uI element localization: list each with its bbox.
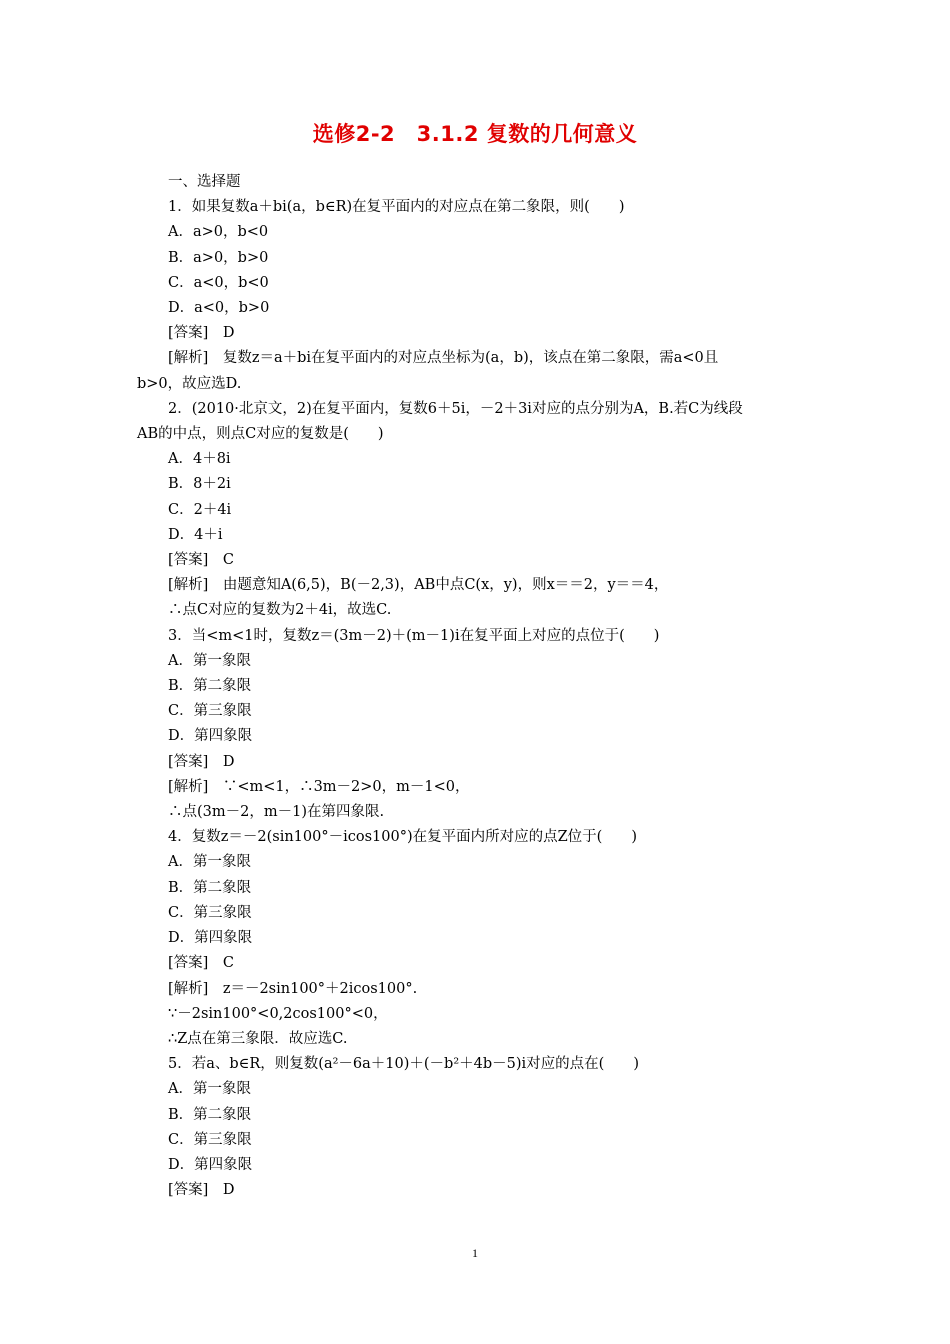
text-line: B．8＋2i <box>168 476 231 493</box>
text-line: b>0，故应选D. <box>137 375 242 392</box>
text-line: D．第四象限 <box>168 1156 253 1173</box>
text-line: A．第一象限 <box>168 854 251 871</box>
document-body <box>137 170 827 1203</box>
text-line: ∴点C对应的复数为2＋4i，故选C. <box>168 602 392 619</box>
text-line: 4．复数z＝－2(sin100°－icos100°)在复平面内所对应的点Z位于( ) <box>168 829 637 846</box>
text-line: ∴点(3m－2，m－1)在第四象限. <box>168 804 385 821</box>
text-line: [答案] D <box>168 1182 235 1199</box>
text-line: A．第一象限 <box>168 652 251 669</box>
text-line: C．第三象限 <box>168 1131 252 1148</box>
text-line: D．a<0，b>0 <box>168 300 270 317</box>
text-line: B．第二象限 <box>168 1106 252 1123</box>
text-line: AB的中点，则点C对应的复数是( ) <box>137 426 384 443</box>
text-line: [解析] 由题意知A(6,5)，B(－2,3)，AB中点C(x，y)，则x＝＝2，y＝＝4， <box>168 577 669 594</box>
text-line: 一、选择题 <box>168 174 241 190</box>
text-line: B．第二象限 <box>168 879 252 896</box>
text-line: [答案] D <box>168 325 235 342</box>
text-line: D．第四象限 <box>168 728 253 745</box>
text-line: C．第三象限 <box>168 904 252 921</box>
text-line: ∵－2sin100°<0,2cos100°<0， <box>168 1005 388 1022</box>
text-line: D．第四象限 <box>168 930 253 947</box>
text-line: 3．当<m<1时，复数z＝(3m－2)＋(m－1)i在复平面上对应的点位于( ) <box>168 627 660 644</box>
text-line: C．a<0，b<0 <box>168 274 269 291</box>
text-line: C．2＋4i <box>168 501 232 518</box>
text-line: [答案] D <box>168 753 235 770</box>
text-line: B．a>0，b>0 <box>168 249 269 266</box>
text-line: 2．(2010·北京文，2)在复平面内，复数6＋5i，－2＋3i对应的点分别为A，B.若C为线段 <box>168 400 743 417</box>
text-line: ∴Z点在第三象限．故应选C. <box>168 1030 348 1047</box>
text-line: [解析] z＝－2sin100°＋2icos100°. <box>168 980 418 997</box>
text-line: B．第二象限 <box>168 678 252 695</box>
text-line: [答案] C <box>168 552 234 569</box>
text-line: A．4＋8i <box>168 451 231 468</box>
text-line: [答案] C <box>168 955 234 972</box>
page-number: 1 <box>472 1246 478 1260</box>
page-title: 选修2-2 3.1.2 复数的几何意义 <box>312 122 638 146</box>
text-line: 5．若a、b∈R，则复数(a²－6a＋10)＋(－b²＋4b－5)i对应的点在( ) <box>168 1056 639 1073</box>
text-line: [解析] ∵<m<1，∴3m－2>0，m－1<0， <box>168 778 470 795</box>
text-line: [解析] 复数z＝a＋bi在复平面内的对应点坐标为(a，b)，该点在第二象限，需a<0且 <box>168 350 719 367</box>
text-line: 1．如果复数a＋bi(a，b∈R)在复平面内的对应点在第二象限，则( ) <box>168 199 625 216</box>
text-line: A．第一象限 <box>168 1081 251 1098</box>
text-line: C．第三象限 <box>168 703 252 720</box>
text-line: D．4＋i <box>168 526 223 543</box>
text-line: A．a>0，b<0 <box>168 224 269 241</box>
